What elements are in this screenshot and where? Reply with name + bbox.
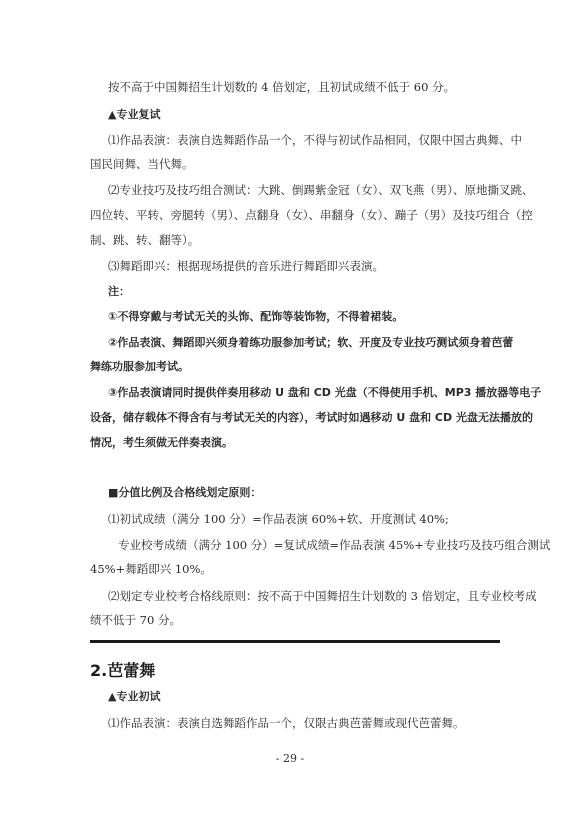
paragraph-line: 专业校考成绩（满分 100 分）=复试成绩=作品表演 45%+专业技巧及技巧组合测试 — [118, 538, 551, 552]
section-heading: 2.芭蕾舞 — [90, 661, 156, 680]
paragraph-line: 绩不低于 70 分。 — [90, 613, 181, 627]
section-divider — [90, 640, 500, 643]
paragraph-line: 按不高于中国舞招生计划数的 4 倍划定，且初试成绩不低于 60 分。 — [108, 80, 456, 94]
note-item: 情况，考生须做无伴奏表演。 — [90, 436, 233, 449]
section-label-retest: ▲专业复试 — [108, 108, 161, 121]
note-item: 设备，储存载体不得含有与考试无关的内容），考试时如遇移动 U 盘和 CD 光盘无法播放的 — [90, 411, 533, 424]
note-item: ②作品表演、舞蹈即兴须身着练功服参加考试；软、开度及专业技巧测试须身着芭蕾 — [108, 336, 514, 349]
note-item: ③作品表演请同时提供伴奏用移动 U 盘和 CD 光盘（不得使用手机、MP3 播放器等电子 — [108, 386, 542, 399]
note-label: 注： — [108, 285, 130, 298]
paragraph-line: ⑴作品表演：表演自选舞蹈作品一个，不得与初试作品相同，仅限中国古典舞、中 — [108, 133, 522, 147]
section-label-initial: ▲专业初试 — [108, 690, 161, 703]
paragraph-line: ⑵划定专业校考合格线原则：按不高于中国舞招生计划数的 3 倍划定，且专业校考成 — [108, 589, 537, 603]
paragraph-line: ⑶舞蹈即兴：根据现场提供的音乐进行舞蹈即兴表演。 — [108, 259, 384, 273]
page-number: - 29 - — [275, 752, 305, 765]
paragraph-line: 四位转、平转、旁腿转（男）、点翻身（女）、串翻身（女）、蹦子（男）及技巧组合（控 — [90, 208, 533, 222]
section-label-scoring: ■分值比例及合格线划定原则： — [108, 486, 262, 499]
paragraph-line: 制、跳、转、翻等）。 — [90, 233, 200, 247]
paragraph-line: ⑴作品表演：表演自选舞蹈作品一个，仅限古典芭蕾舞或现代芭蕾舞。 — [108, 716, 465, 730]
paragraph-line: ⑵专业技巧及技巧组合测试：大跳、倒踢紫金冠（女）、双飞燕（男）、原地撕叉跳、 — [108, 183, 534, 197]
paragraph-line: 国民间舞、当代舞。 — [90, 157, 194, 171]
paragraph-line: ⑴初试成绩（满分 100 分）=作品表演 60%+软、开度测试 40%; — [108, 512, 449, 526]
paragraph-line: 45%+舞蹈即兴 10%。 — [90, 562, 212, 576]
note-item: ①不得穿戴与考试无关的头饰、配饰等装饰物，不得着裙装。 — [108, 310, 404, 323]
note-item: 舞练功服参加考试。 — [90, 360, 189, 373]
